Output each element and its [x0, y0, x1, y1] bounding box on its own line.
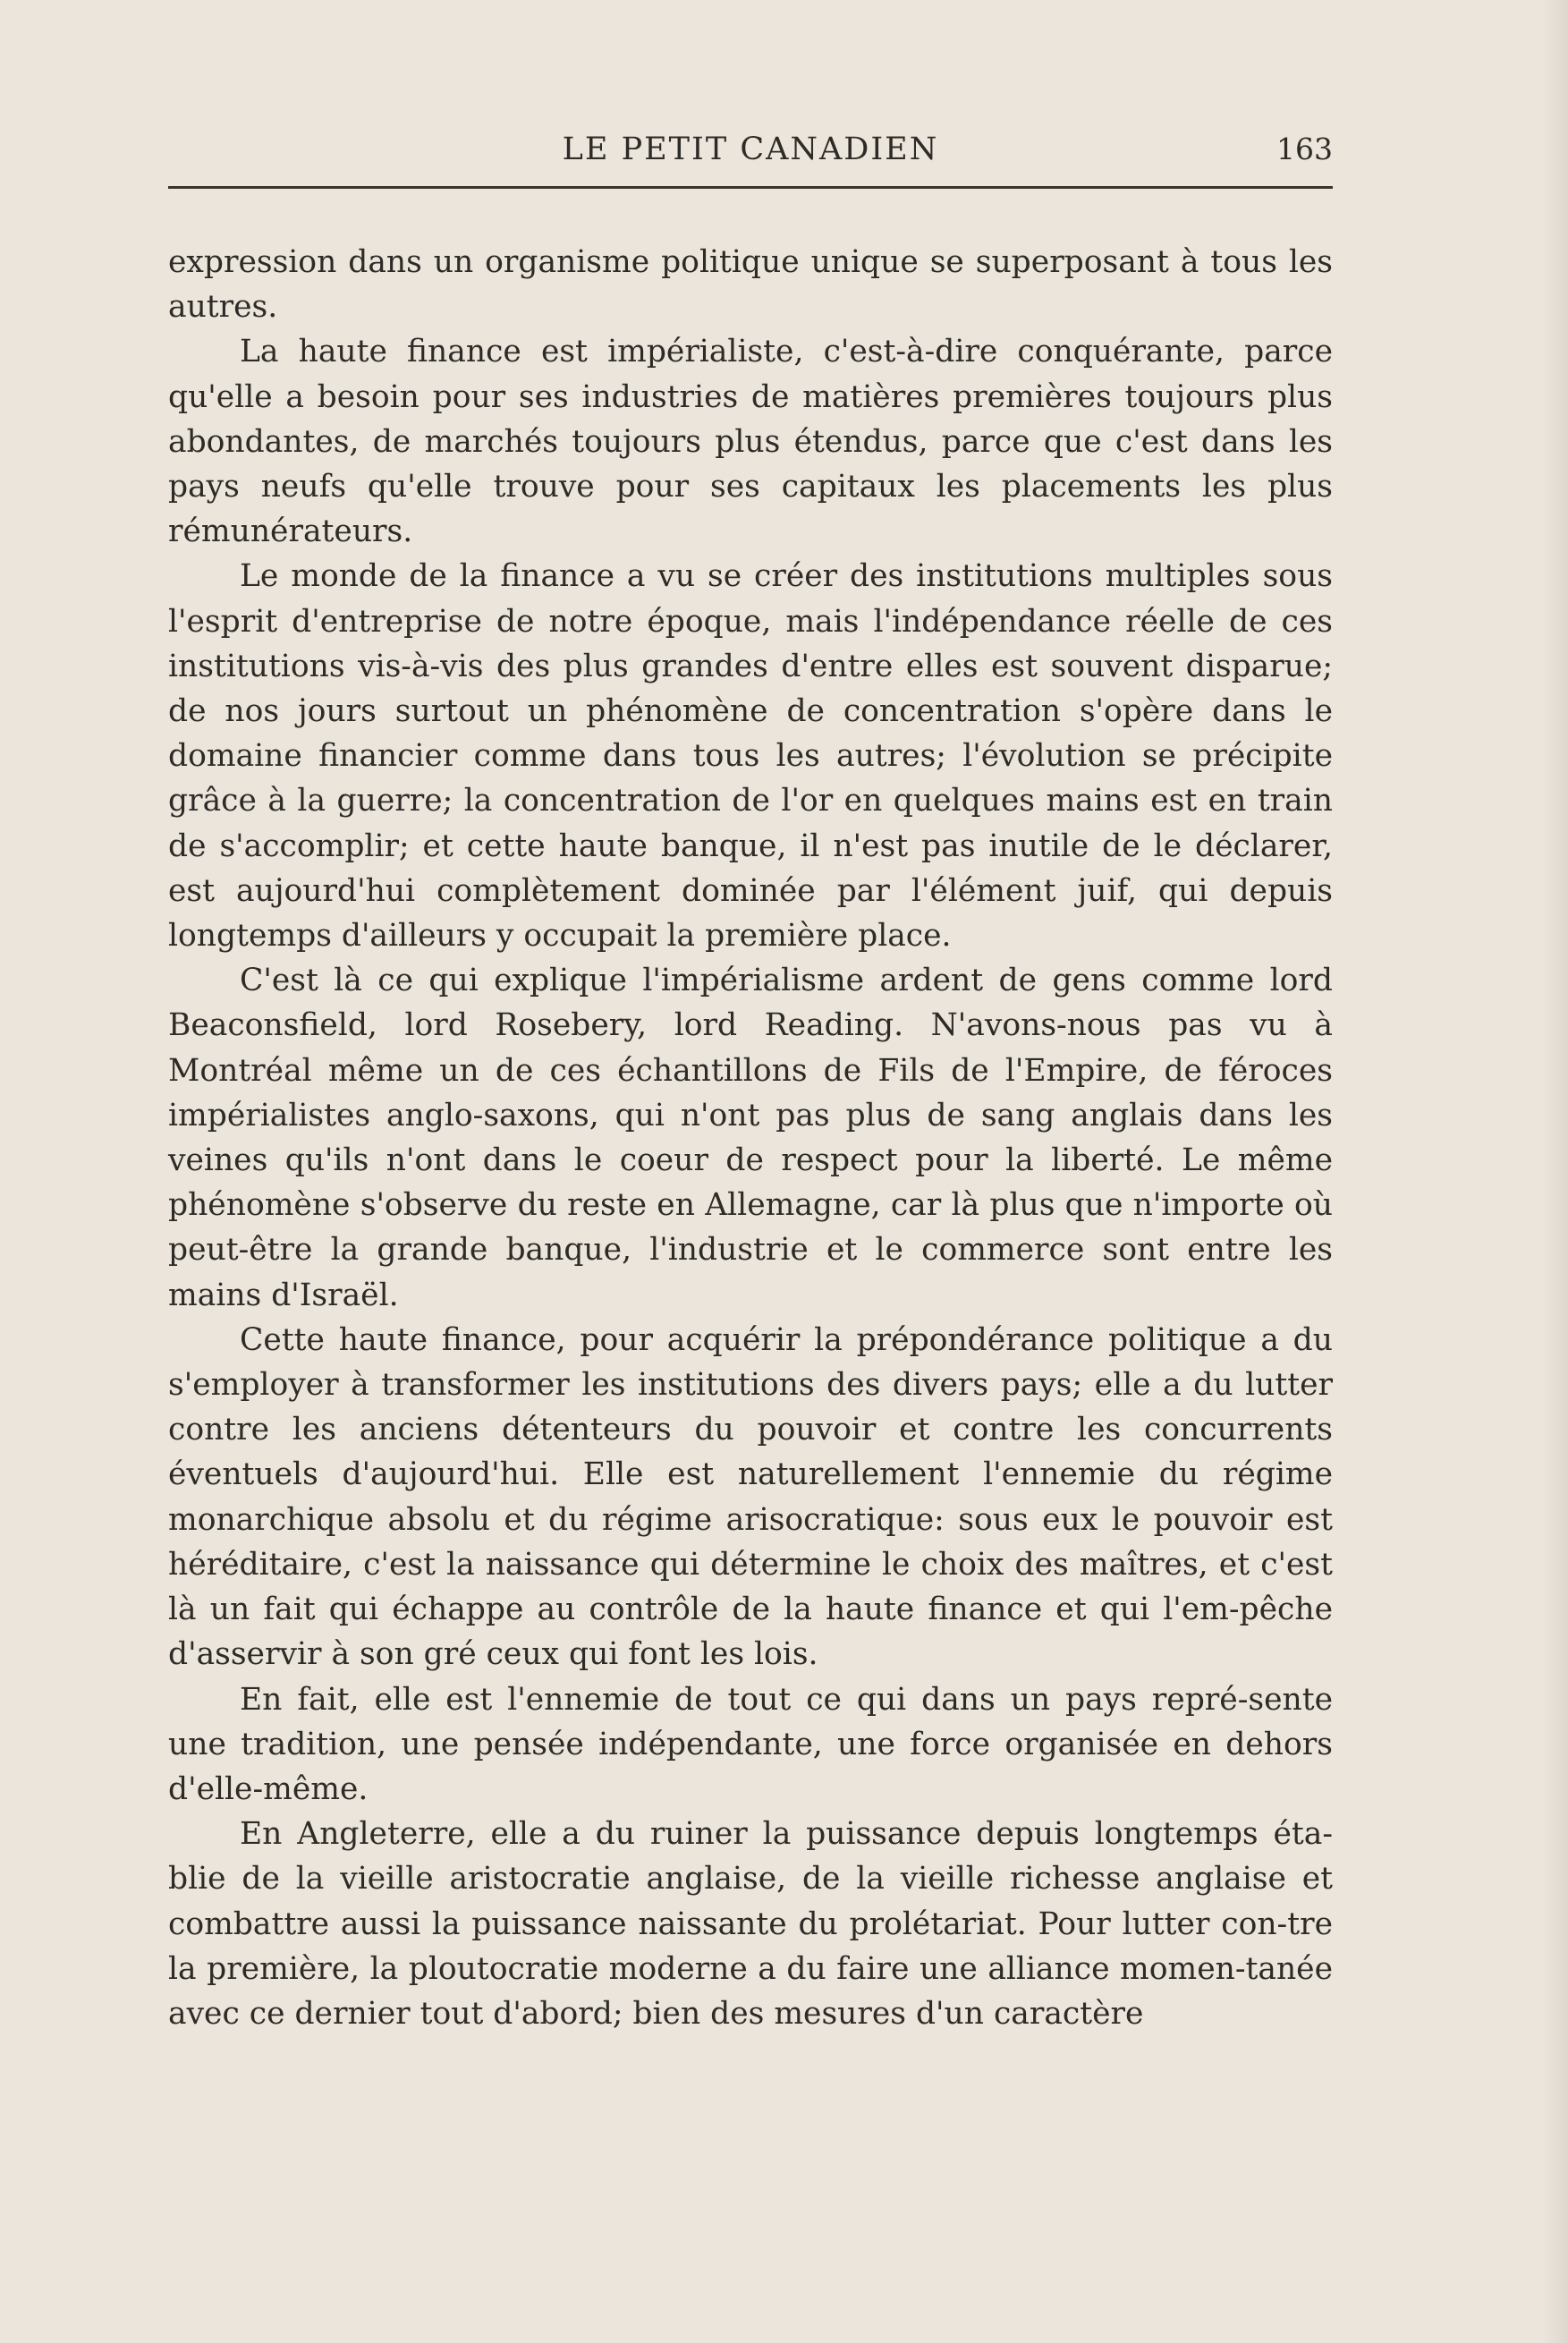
- paragraph-6: En fait, elle est l'ennemie de tout ce qui dans un pays repré-sente une tradition, une pensée indépendante, une force organisée en dehors d'elle-même.: [168, 1681, 1333, 1807]
- header-rule: [168, 186, 1333, 189]
- paragraph-1: expression dans un organisme politique unique se superposant à tous les autres.: [168, 244, 1333, 326]
- running-title: LE PETIT CANADIEN: [562, 132, 939, 167]
- paragraph-3: Le monde de la finance a vu se créer des institutions multiples sous l'esprit d'entreprise de notre époque, mais l'indépendance réelle de ces institutions vis-à-vis des plus grandes d'entre elles est souvent disparue; de nos jours surtout un phénomène de concentration s'opère dans le domaine financier comme dans tous les autres; l'évolution se précipite grâce à la guerre; la concentration de l'or en quelques mains est en train de s'accomplir; et cette haute banque, il n'est pas inutile de le déclarer, est aujourd'hui complètement dominée par l'élément juif, qui depuis longtemps d'ailleurs y occupait la première place.: [168, 558, 1333, 955]
- page-number: 163: [1276, 132, 1333, 166]
- paragraph-7: En Angleterre, elle a du ruiner la puissance depuis longtemps éta-blie de la vieille aristocratie anglaise, de la vieille richesse anglaise et combattre aussi la puissance naissante du prolétariat. Pour lutter con-tre la première, la ploutocratie moderne a du faire une alliance momen-tanée avec ce dernier tout d'abord; bien des mesures d'un caractère: [168, 1816, 1333, 2032]
- page-edge-shadow: [1543, 0, 1568, 2343]
- body-text: [168, 240, 1333, 2036]
- running-header: [168, 127, 1333, 172]
- paragraph-4: C'est là ce qui explique l'impérialisme ardent de gens comme lord Beaconsfield, lord Rosebery, lord Reading. N'avons-nous pas vu à Montréal même un de ces échantillons de Fils de l'Empire, de féroces impérialistes anglo-saxons, qui n'ont pas plus de sang anglais dans les veines qu'ils n'ont dans le coeur de respect pour la liberté. Le même phénomène s'observe du reste en Allemagne, car là plus que n'importe où peut-être la grande banque, l'industrie et le commerce sont entre les mains d'Israël.: [168, 963, 1333, 1313]
- paragraph-2: La haute finance est impérialiste, c'est-à-dire conquérante, parce qu'elle a besoin pour ses industries de matières premières toujours plus abondantes, de marchés toujours plus étendus, parce que c'est dans les pays neufs qu'elle trouve pour ses capitaux les placements les plus rémunérateurs.: [168, 334, 1333, 550]
- paragraph-5: Cette haute finance, pour acquérir la prépondérance politique a du s'employer à transformer les institutions des divers pays; elle a du lutter contre les anciens détenteurs du pouvoir et contre les concurrents éventuels d'aujourd'hui. Elle est naturellement l'ennemie du régime monarchique absolu et du régime arisocratique: sous eux le pouvoir est héréditaire, c'est la naissance qui détermine le choix des maîtres, et c'est là un fait qui échappe au contrôle de la haute finance et qui l'em-pêche d'asservir à son gré ceux qui font les lois.: [168, 1321, 1333, 1673]
